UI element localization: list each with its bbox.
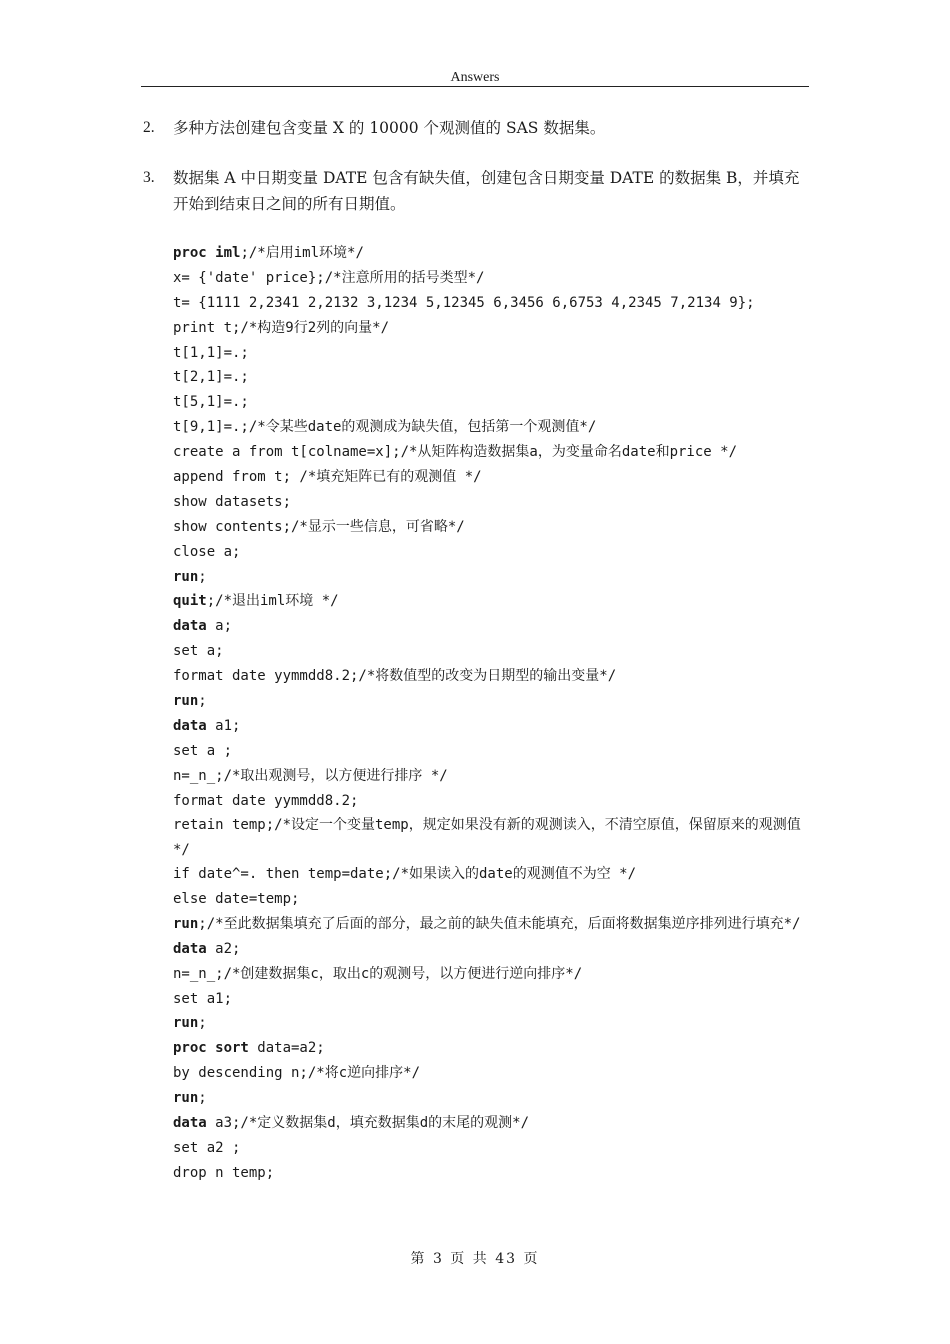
code-line (173, 639, 809, 664)
code-text: create a from t[colname=x];/*从矩阵构造数据集a，为变量命名date和price */ (173, 444, 738, 461)
code-line (173, 341, 809, 366)
code-keyword: run (173, 568, 199, 585)
page-number-footer: 第 3 页 共 43 页 (410, 1251, 540, 1267)
code-line (173, 589, 809, 614)
running-header: Answers (450, 70, 500, 85)
header-rule (141, 86, 809, 87)
code-text: data=a2; (248, 1040, 325, 1057)
code-text: format date yymmdd8.2;/*将数值型的改变为日期型的输出变量*/ (173, 668, 617, 685)
code-text: t= {1111 2,2341 2,2132 3,1234 5,12345 6,3456 6,6753 4,2345 7,2134 9}; (173, 294, 755, 311)
code-text: ;/*退出iml环境 */ (206, 593, 339, 610)
code-text: format date yymmdd8.2; (173, 792, 359, 809)
code-text: by descending n;/*将c逆向排序*/ (173, 1065, 421, 1082)
code-line (173, 440, 809, 465)
code-text: close a; (173, 543, 241, 560)
question-text: 多种方法创建包含变量 X 的 10000 个观测值的 SAS 数据集。 (173, 119, 606, 137)
code-line (173, 813, 809, 862)
code-keyword: data (173, 618, 207, 635)
code-line (173, 862, 809, 887)
code-text: print t;/*构造9行2列的向量*/ (173, 319, 390, 336)
code-text: ; (198, 1015, 207, 1032)
code-text: set a; (173, 643, 224, 660)
code-text: show datasets; (173, 493, 292, 510)
question-text: 数据集 A 中日期变量 DATE 包含有缺失值，创建包含日期变量 DATE 的数据集 B，并填充开始到结束日之间的所有日期值。 (173, 169, 800, 213)
code-line (173, 789, 809, 814)
code-line (173, 365, 809, 390)
code-keyword: proc iml (173, 245, 241, 261)
code-line (173, 316, 809, 341)
code-line (173, 912, 809, 937)
code-line (173, 390, 809, 415)
code-line (173, 515, 809, 540)
code-line (173, 1086, 809, 1111)
code-line (173, 1061, 809, 1086)
code-text: a2; (206, 940, 241, 957)
code-line (173, 465, 809, 490)
code-text: a1; (206, 717, 241, 734)
code-text: t[1,1]=.; (173, 344, 249, 361)
code-line (173, 415, 809, 440)
code-line (173, 937, 809, 962)
code-line (173, 291, 809, 316)
code-keyword: data (173, 940, 207, 957)
code-line (173, 266, 809, 291)
code-line (173, 1136, 809, 1161)
code-keyword: run (173, 1015, 199, 1032)
code-keyword: run (173, 1090, 199, 1107)
code-line (173, 739, 809, 764)
sas-code-block (173, 241, 809, 1186)
question-number: 2. (143, 119, 155, 136)
code-text: t[2,1]=.; (173, 369, 249, 386)
code-text: retain temp;/*设定一个变量temp，规定如果没有新的观测读入，不清空原值，保留原来的观测值 */ (173, 817, 809, 858)
code-line (173, 241, 809, 266)
question-number: 3. (143, 169, 155, 186)
code-keyword: run (173, 916, 199, 933)
code-keyword: run (173, 693, 199, 710)
code-text: ; (198, 568, 207, 585)
code-text: ; (198, 693, 207, 710)
code-line (173, 764, 809, 789)
code-line (173, 962, 809, 987)
code-text: append from t; /*填充矩阵已有的观测值 */ (173, 469, 482, 486)
code-keyword: data (173, 1115, 207, 1131)
code-text: t[5,1]=.; (173, 394, 249, 411)
code-line (173, 664, 809, 689)
code-line (173, 987, 809, 1012)
code-text: set a ; (173, 742, 233, 759)
code-text: x= {'date' price};/*注意所用的括号类型*/ (173, 269, 485, 286)
code-text: else date=temp; (173, 891, 300, 908)
code-text: t[9,1]=.;/*令某些date的观测成为缺失值，包括第一个观测值*/ (173, 419, 597, 436)
code-text: ; (198, 1090, 207, 1107)
code-keyword: quit (173, 593, 207, 610)
code-line (173, 1036, 809, 1061)
code-keyword: data (173, 717, 207, 734)
code-text: n=_n_;/*取出观测号，以方便进行排序 */ (173, 767, 448, 784)
code-text: a; (206, 618, 233, 635)
code-line (173, 614, 809, 639)
code-text: ;/*至此数据集填充了后面的部分，最之前的缺失值未能填充，后面将数据集逆序排列进行填充*/ (198, 916, 801, 933)
code-text: show contents;/*显示一些信息，可省略*/ (173, 518, 465, 535)
code-text: set a2 ; (173, 1139, 241, 1156)
code-line (173, 714, 809, 739)
code-text: if date^=. then temp=date;/*如果读入的date的观测值不为空 */ (173, 866, 637, 883)
code-line (173, 1161, 809, 1186)
code-line (173, 689, 809, 714)
code-text: set a1; (173, 990, 233, 1007)
code-line (173, 490, 809, 515)
code-text: n=_n_;/*创建数据集c，取出c的观测号，以方便进行逆向排序*/ (173, 965, 583, 982)
code-text: ;/*启用iml环境*/ (240, 245, 364, 261)
code-text: drop n temp; (173, 1164, 275, 1181)
code-line (173, 565, 809, 590)
code-text: a3;/*定义数据集d，填充数据集d的末尾的观测*/ (206, 1115, 530, 1131)
code-keyword: proc sort (173, 1040, 249, 1057)
code-line (173, 1011, 809, 1036)
code-line (173, 1111, 809, 1136)
code-line (173, 887, 809, 912)
code-line (173, 540, 809, 565)
